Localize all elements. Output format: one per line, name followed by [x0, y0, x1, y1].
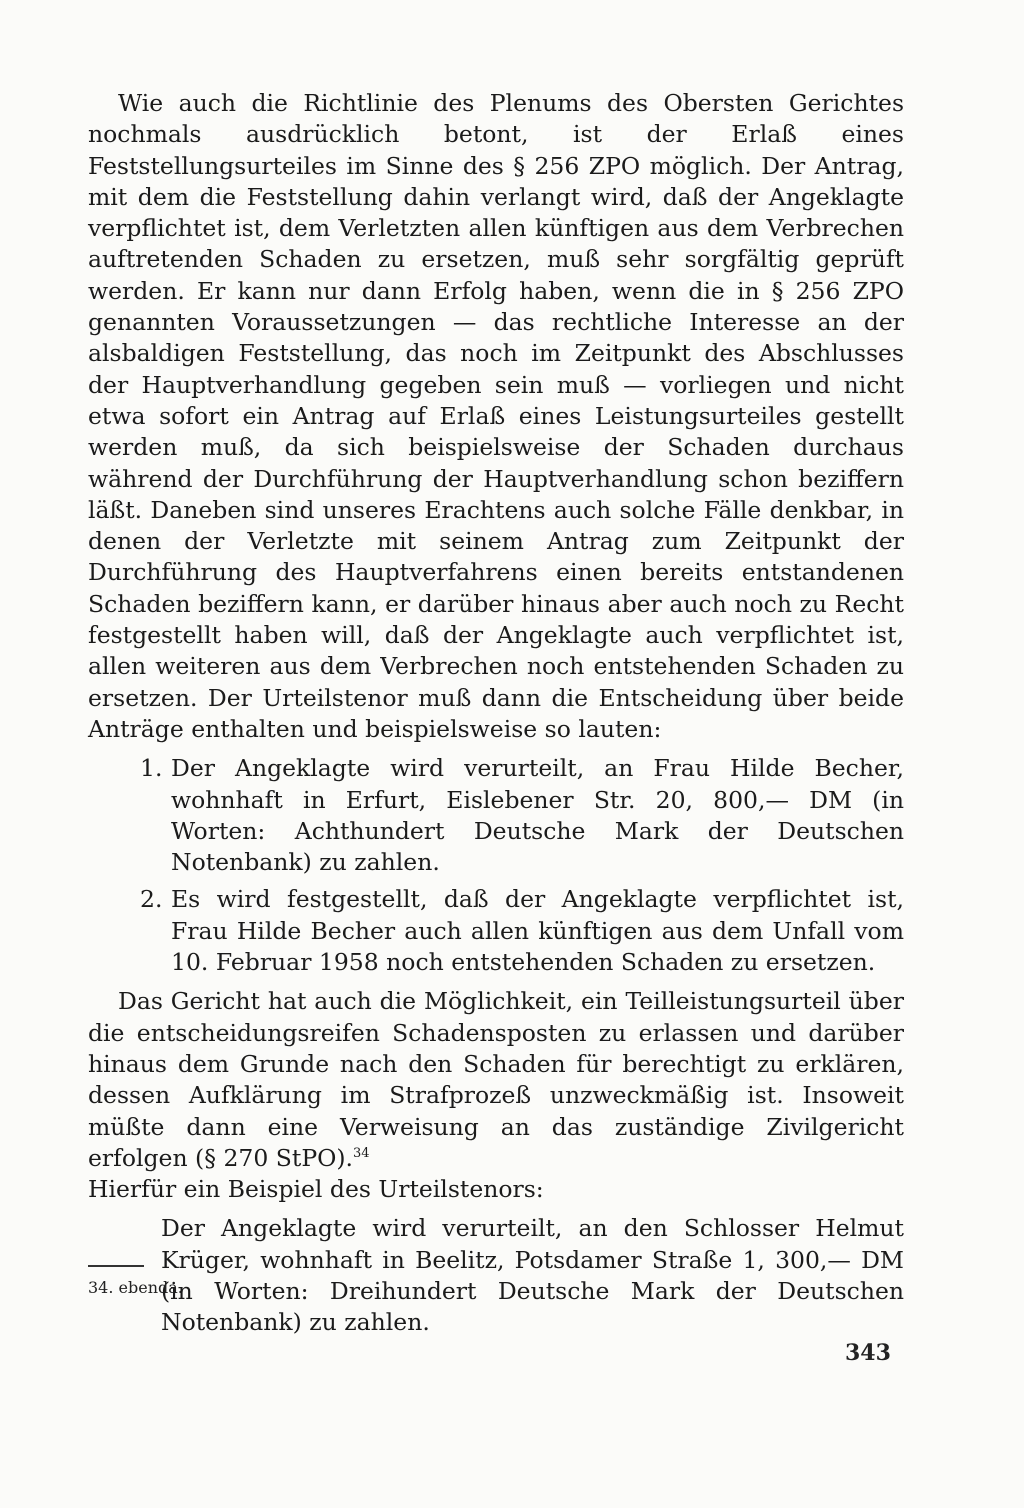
page-number: 343 — [845, 1340, 891, 1366]
claim-text: Es wird festgestellt, daß der Angeklagte verpflichtet ist, Frau Hilde Becher auch allen künftigen aus dem Unfall vom 10. Februar 1958 noch entstehenden Schaden zu ersetzen. — [171, 885, 904, 977]
judgment-quote: Der Angeklagte wird verurteilt, an den Schlosser Helmut Krüger, wohnhaft in Beelitz, Potsdamer Straße 1, 300,— DM (in Worten: Dreihundert Deutsche Mark der Deutschen Notenbank) zu zahlen. — [161, 1214, 904, 1337]
claim-text: Der Angeklagte wird verurteilt, an Frau Hilde Becher, wohnhaft in Erfurt, Eislebener Str. 20, 800,— DM (in Worten: Achthundert Deutsche Mark der Deutschen Notenbank) zu zahlen. — [171, 754, 904, 877]
claim-number: 1. — [140, 754, 163, 783]
paragraph-2 — [88, 986, 904, 1174]
claim-number: 2. — [140, 885, 163, 914]
page-body — [88, 88, 904, 1339]
footnote-divider — [88, 1265, 144, 1267]
footnote-reference: 34 — [353, 1145, 370, 1161]
paragraph-3: Hierfür ein Beispiel des Urteilstenors: — [88, 1175, 544, 1204]
paragraph-1: Wie auch die Richtlinie des Plenums des Obersten Gerichtes nochmals ausdrücklich betont, ist der Erlaß eines Feststellungsurteiles im Sinne des § 256 ZPO möglich. Der Antrag, mit dem die Feststellung dahin verlangt wird, daß der Angeklagte verpflichtet ist, dem Verletzten allen künftigen aus dem Verbrechen auftretenden Schaden zu ersetzen, muß sehr sorgfältig geprüft werden. Er kann nur dann Erfolg haben, wenn die in § 256 ZPO genannten Voraussetzungen — das rechtliche Interesse an der alsbaldigen Feststellung, das noch im Zeitpunkt des Abschlusses der Hauptverhandlung gegeben sein muß — vorliegen und nicht etwa sofort ein Antrag auf Erlaß eines Leistungsurteiles gestellt werden muß, da sich beispielsweise der Schaden durchaus während der Durchführung der Hauptverhandlung schon beziffern läßt. Daneben sind unseres Erachtens auch solche Fälle denkbar, in denen der Verletzte mit seinem Antrag zum Zeitpunkt der Durchführung des Hauptverfahrens einen bereits entstandenen Schaden beziffern kann, er darüber hinaus aber auch noch zu Recht festgestellt haben will, daß der Angeklagte auch verpflichtet ist, allen weiteren aus dem Verbrechen noch entstehenden Schaden zu ersetzen. Der Urteilstenor muß dann die Entscheidung über beide Anträge enthalten und beispielsweise so lauten: — [88, 89, 904, 743]
claim-item-1 — [88, 753, 904, 878]
judgment-claims-list — [88, 753, 904, 978]
paragraph-2-text: Das Gericht hat auch die Möglichkeit, ein Teilleistungsurteil über die entscheidungsreifen Schadensposten zu erlassen und darüber hinaus dem Grunde nach den Schaden für berechtigt zu erklären, dessen Aufklärung im Strafprozeß unzweckmäßig ist. Insoweit müßte dann eine Verweisung an das zuständige Zivilgericht erfolgen (§ 270 StPO). — [88, 987, 904, 1172]
footnote: 34. ebenda. — [88, 1278, 183, 1297]
claim-item-2 — [88, 884, 904, 978]
